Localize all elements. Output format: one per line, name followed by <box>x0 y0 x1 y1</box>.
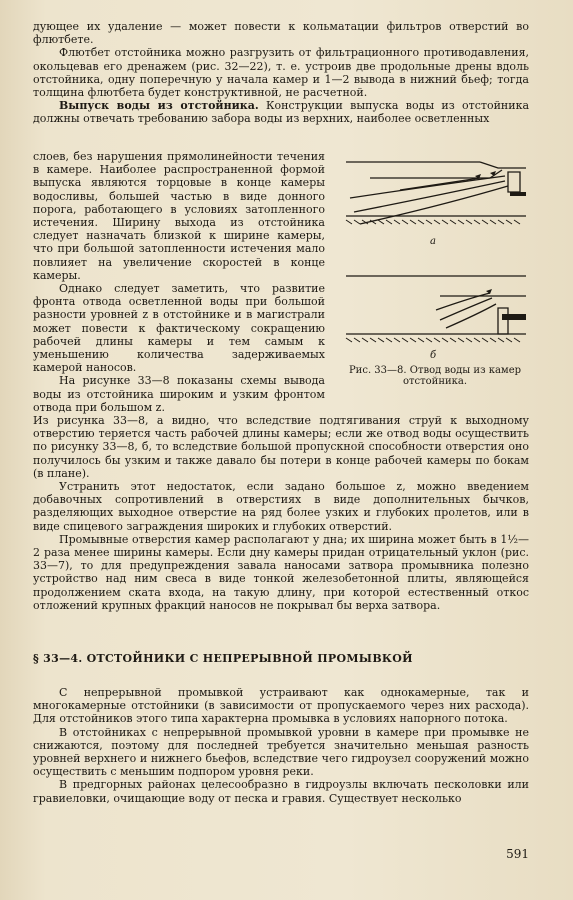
figure-label-b: б <box>430 350 437 361</box>
paragraph-2-wide-text: Конструкции выпуска воды из отстойника должны отвечать требованию забора воды из верхних, наиболее осветленных <box>33 99 529 126</box>
figure-label-a: а <box>430 236 436 247</box>
section-heading: § 33—4. ОТСТОЙНИКИ С НЕПРЕРЫВНОЙ ПРОМЫВКОЙ <box>33 652 413 665</box>
paragraph-1: Флютбет отстойника можно разгрузить от фильтрационного противодавления, окольцевав его дренажем (рис. 32—22), т. е. устроив две продольные дрены вдоль отстойника, одну поперечную у начала камер и 1—2 вывода в нижний бьеф; тогда толщина флютбета будет конструктивной, не расчетной. <box>33 46 529 100</box>
text-block-middle <box>33 414 529 612</box>
paragraph-7: С непрерывной промывкой устраивают как однокамерные, так и многокамерные отстойники (в зависимости от пропускаемого через них расхода). Для отстойников этого типа характерна промывка в условиях напорного потока. <box>33 686 529 726</box>
paragraph-5: Устранить этот недостаток, если задано большое z, можно введением добавочных сопротивлений в отверстиях в виде дополнительных бычков, разделяющих выходное отверстие на ряд более узких и глубоких пролетов, или в виде спицевого заграждения широких и глубоких отверстий. <box>33 480 529 533</box>
paragraph-3: Однако следует заметить, что развитие фронта отвода осветленной воды при большой разности уровней z в отстойнике и в магистрали может повести к фактическому сокращению рабочей длины камеры и тем самым к уменьшению количества задерживаемых камерой наносов. <box>33 282 325 375</box>
figure-33-8-drawing <box>340 148 530 363</box>
paragraph-6: Промывные отверстия камер располагают у дна; их ширина может быть в 1½—2 раза менее ширины камеры. Если дну камеры придан отрицательный уклон (рис. 33—7), то для предупреждения завала наносами затвора промывника полезно устройство над ним свеса в виде тонкой железобетонной плиты, являющейся продолжением ската входа, на такую длину, при которой естественный откос отложений крупных фракций наносов не покрывал бы верха затвора. <box>33 532 529 612</box>
paragraph-2-intro <box>33 99 529 125</box>
paragraph-9: В предгорных районах целесообразно в гидроузлы включать песколовки или гравиеловки, очищающие воду от песка и гравия. Существует несколько <box>33 778 529 805</box>
figure-caption: Рис. 33—8. Отвод воды из камер отстойника. <box>348 365 522 387</box>
text-block-beside-figure <box>33 150 325 414</box>
text-block-top <box>33 20 529 126</box>
paragraph-8: В отстойниках с непрерывной промывкой уровни в камере при промывке не снижаются, поэтому для последней требуется значительно меньшая разность уровней верхнего и нижнего бьефов, вследствие чего гидроузел сооружений можно осуществить с меньшим подпором уровня реки. <box>33 725 529 779</box>
run-in-heading: Выпуск воды из отстойника. <box>59 99 259 113</box>
figure-33-8 <box>340 148 530 398</box>
page-number: 591 <box>506 847 529 861</box>
paragraph-4-end: Из рисунка 33—8, а видно, что вследствие подтягивания струй к выходному отверстию теряется часть рабочей длины камеры; если же отвод воды осуществить по рисунку 33—8, б, то вследствие большой пропускной способности отверстия оно получилось бы узким и также давало бы потери в конце рабочей камеры по бокам (в плане). <box>33 414 529 480</box>
paragraph-0: дующее их удаление — может повести к кольматации фильтров отверстий во флютбете. <box>33 20 529 47</box>
paragraph-2-continued: слоев, без нарушения прямолинейности течения в камере. Наиболее распространенной формой выпуска являются торцовые в конце камеры водосливы, большей частью в виде донного порога, работающего в условиях затопленного истечения. Ширину выхода из отстойника следует назначать близкой к ширине камеры, что при большой затопленности истечения мало повлияет на увеличение скоростей в конце камеры. <box>33 150 325 282</box>
text-block-bottom <box>33 686 529 805</box>
paragraph-4-start: На рисунке 33—8 показаны схемы вывода воды из отстойника широким и узким фронтом отвода при большом z. <box>33 374 325 414</box>
